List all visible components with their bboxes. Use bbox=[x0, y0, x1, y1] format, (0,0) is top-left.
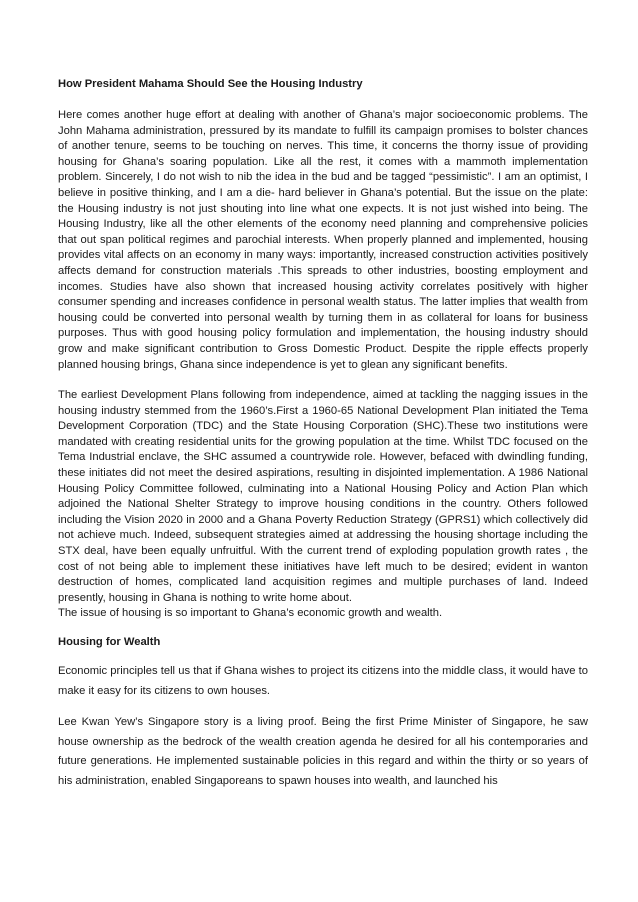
paragraph-1: Here comes another huge effort at dealing with another of Ghana’s major socioeconomic problems. The John Mahama administration, pressured by its mandate to fulfill its campaign promises to bolster chances of another tenure, seems to be touching on nerves. This time, it concerns the thorny issue of providing housing for Ghana’s soaring population. Like all the rest, it comes with a mammoth implementation problem. Sincerely, I do not wish to nib the idea in the bud and be tagged “pessimistic”. I am an optimist, I believe in positive thinking, and I am a die- hard believer in Ghana’s potential. But the issue on the plate: the Housing industry is not just shouting into line what one expects. It is not just wished into being. The Housing Industry, like all the other elements of the economy need planning and comprehensive policies that out span political regimes and parochial interests. When properly planned and implemented, housing provides vital affects on an economy in many ways: importantly, increased construction activities positively affects demand for construction materials .This spreads to other industries, boosting employment and incomes. Studies have also shown that increased housing activity correlates positively with higher consumer spending and increases confidence in personal wealth status. The latter implies that wealth from housing could be converted into personal wealth by turning them in as collateral for loans for business purposes. Thus with good housing policy formulation and implementation, the housing industry should grow and make significant contribution to Gross Domestic Product. Despite the ripple effects properly planned housing brings, Ghana since independence is yet to glean any significant benefits. bbox=[58, 109, 588, 371]
document-title: How President Mahama Should See the Housing Industry bbox=[58, 78, 363, 90]
section-heading: Housing for Wealth bbox=[58, 636, 161, 648]
paragraph-5: Lee Kwan Yew’s Singapore story is a living proof. Being the first Prime Minister of Singapore, he saw house ownership as the bedrock of the wealth creation agenda he desired for all his contemporaries and future generations. He implemented sustainable policies in this regard and within the thirty or so years of his administration, enabled Singaporeans to spawn houses into wealth, and launched his bbox=[58, 716, 588, 787]
paragraph-3: The issue of housing is so important to Ghana’s economic growth and wealth. bbox=[58, 607, 443, 620]
paragraph-4: Economic principles tell us that if Ghana wishes to project its citizens into the middle class, it would have to make it easy for its citizens to own houses. bbox=[58, 665, 588, 697]
paragraph-2: The earliest Development Plans following from independence, aimed at tackling the nagging issues in the housing industry stemmed from the 1960’s.First a 1960-65 National Development Plan initiated the Tema Development Corporation (TDC) and the State Housing Corporation (SHC).These two institutions were mandated with creating residential units for the growing population at the time. Whilst TDC focused on the Tema Industrial enclave, the SHC assumed a countrywide role. However, befaced with dwindling funding, these initiates did not meet the desired aspirations, resulting in disjointed implementation. A 1986 National Housing Policy Committee followed, culminating into a National Housing Policy and Action Plan which adjoined the National Shelter Strategy to improve housing conditions in the country. Others followed including the Vision 2020 in 2000 and a Ghana Poverty Reduction Strategy (GPRS1) which collectively did not achieve much. Indeed, subsequent strategies aimed at addressing the housing shortage including the STX deal, have been equally unfruitful. With the current trend of exploding population growth rates , the cost of not being able to implement these initiatives have left much to be desired; evident in wanton destruction of homes, complicated land acquisition regimes and multiple purchases of land. Indeed presently, housing in Ghana is nothing to write home about. bbox=[58, 389, 588, 604]
